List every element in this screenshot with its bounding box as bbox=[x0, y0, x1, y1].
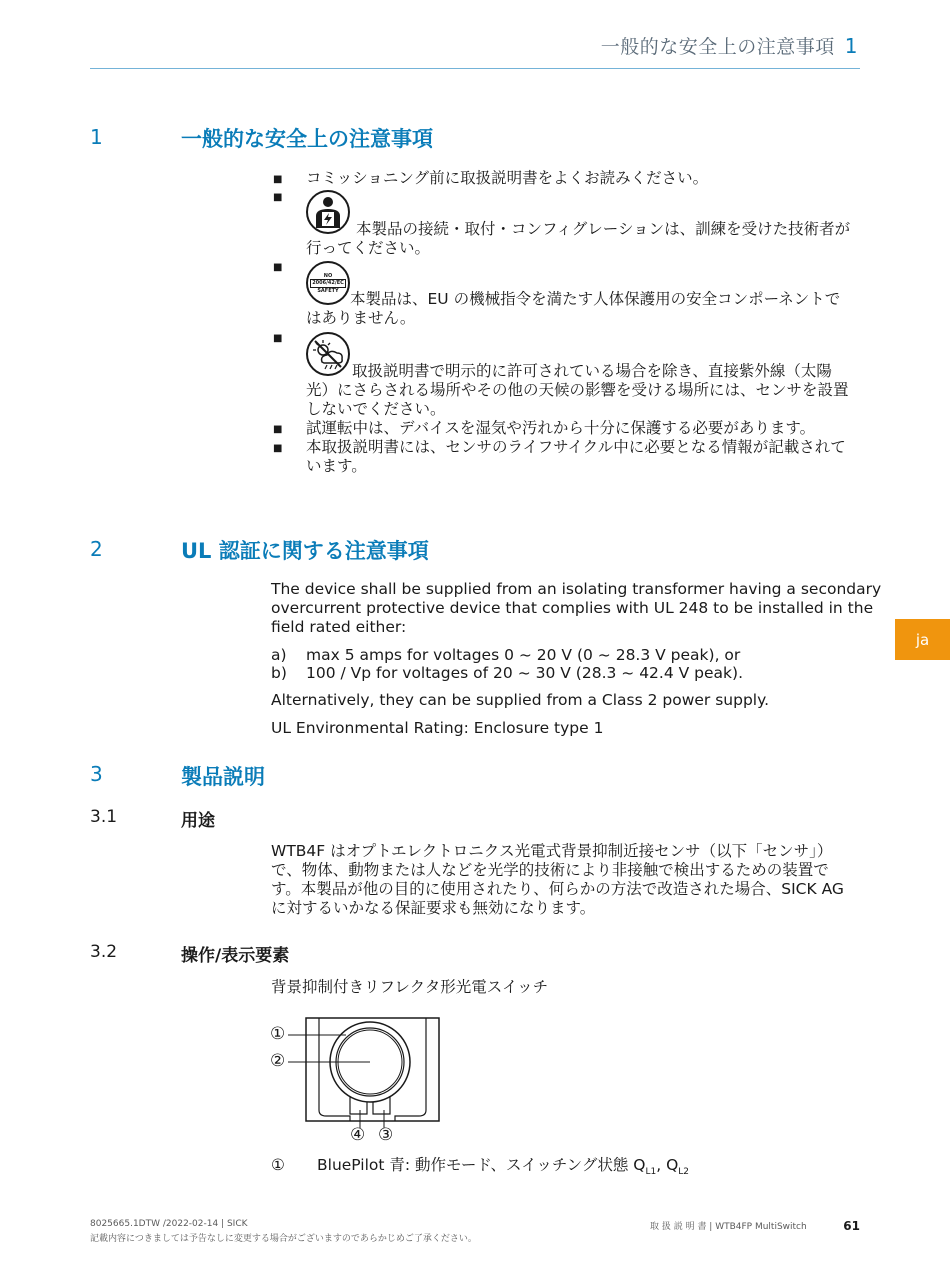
legend-item-1 bbox=[317, 1156, 689, 1183]
bullet-4-line-1: 取扱説明書で明示的に許可されている場合を除き、直接紫外線（太陽 bbox=[352, 362, 832, 380]
no-safety-component-icon bbox=[306, 261, 350, 305]
callout-3: ③ bbox=[378, 1125, 394, 1145]
sun-cloud-prohibited-icon bbox=[308, 334, 348, 374]
section-3-2-title: 操作/表示要素 bbox=[181, 946, 290, 966]
bullet-2-line-2: 行ってください。 bbox=[306, 239, 431, 257]
badge-directive-text: 2006/42/EC bbox=[312, 279, 344, 286]
running-header-title: 一般的な安全上の注意事項 bbox=[600, 36, 835, 58]
section-3-number: 3 bbox=[90, 762, 103, 786]
bullet-5-text: 試運転中は、デバイスを湿気や汚れから十分に保護する必要があります。 bbox=[306, 419, 816, 437]
bullet-4-line-2: 光）にさらされる場所やその他の天候の影響を受ける場所には、センサを設置 bbox=[306, 381, 849, 399]
footer-notice: 記載内容につきましては予告なしに変更する場合がございますのであらかじめご了承ください。 bbox=[90, 1234, 477, 1244]
list-item-b: 100 / Vp for voltages of 20 ~ 30 V (28.3 ~ 42.4 V peak). bbox=[306, 664, 743, 682]
footer-doc-id: 8025665.1DTW /2022-02-14 | SICK bbox=[90, 1219, 248, 1229]
callout-1: ① bbox=[270, 1024, 286, 1044]
badge-safety-text: SAFETY bbox=[317, 287, 339, 294]
intended-use-line-2: で、物体、動物または人などを光学的技術により非接触で検出するための装置で bbox=[271, 861, 829, 879]
ul-paragraph-line-3: field rated either: bbox=[271, 618, 407, 636]
list-label-a: a) bbox=[271, 646, 287, 664]
legend-subscript-l2: L2 bbox=[678, 1167, 690, 1178]
ul-environmental-rating: UL Environmental Rating: Enclosure type 1 bbox=[271, 719, 604, 737]
bullet-2-line-1: 本製品の接続・取付・コンフィグレーションは、訓練を受けた技術者が bbox=[356, 220, 851, 238]
no-uv-weather-icon bbox=[306, 332, 350, 376]
section-3-1-title: 用途 bbox=[181, 811, 215, 831]
legend-subscript-l1: L1 bbox=[645, 1167, 657, 1178]
bullet-marker: ■ bbox=[273, 262, 283, 273]
section-3-1-number: 3.1 bbox=[90, 807, 118, 827]
sensor-inner-right bbox=[395, 1018, 426, 1121]
section-2-title: UL 認証に関する注意事項 bbox=[181, 539, 429, 563]
list-item-a: max 5 amps for voltages 0 ~ 20 V (0 ~ 28.3 V peak), or bbox=[306, 646, 741, 664]
running-header bbox=[601, 32, 858, 59]
bullet-marker: ■ bbox=[273, 174, 283, 185]
bullet-marker: ■ bbox=[273, 443, 283, 454]
sensor-inner-left bbox=[319, 1018, 350, 1121]
header-divider bbox=[90, 68, 860, 69]
bullet-1-text: コミッショニング前に取扱説明書をよくお読みください。 bbox=[306, 169, 709, 187]
technician-icon bbox=[308, 192, 348, 232]
bullet-3-line-2: はありません。 bbox=[306, 309, 416, 327]
bullet-marker: ■ bbox=[273, 424, 283, 435]
bullet-6-line-2: います。 bbox=[306, 457, 367, 475]
bullet-4-line-3: しないでください。 bbox=[306, 400, 446, 418]
language-tab[interactable]: ja bbox=[895, 619, 950, 660]
legend-item-1-text: BluePilot 青: 動作モード、スイッチング状態 Q bbox=[317, 1156, 646, 1174]
footer-manual-title: 取 扱 説 明 書 | WTB4FP MultiSwitch bbox=[650, 1222, 807, 1232]
legend-separator: , Q bbox=[656, 1156, 679, 1174]
page-number: 61 bbox=[843, 1219, 860, 1233]
bullet-3-line-1: 本製品は、EU の機械指令を満たす人体保護用の安全コンポーネントで bbox=[350, 290, 841, 308]
section-3-title: 製品説明 bbox=[181, 765, 265, 789]
callout-2: ② bbox=[270, 1051, 286, 1071]
bullet-marker: ■ bbox=[273, 192, 283, 203]
section-3-2-number: 3.2 bbox=[90, 942, 118, 962]
section-2-number: 2 bbox=[90, 537, 103, 561]
intended-use-line-3: す。本製品が他の目的に使用されたり、何らかの方法で改造された場合、SICK AG bbox=[271, 880, 844, 898]
running-header-number: 1 bbox=[844, 34, 858, 58]
ul-paragraph-line-2: overcurrent protective device that complies with UL 248 to be installed in the bbox=[271, 599, 874, 617]
figure-caption: 背景抑制付きリフレクタ形光電スイッチ bbox=[271, 978, 549, 996]
intended-use-line-4: に対するいかなる保証要求も無効になります。 bbox=[271, 899, 596, 917]
bullet-marker: ■ bbox=[273, 333, 283, 344]
callout-4: ④ bbox=[350, 1125, 366, 1145]
badge-no-text: NO bbox=[323, 272, 333, 279]
section-1-title: 一般的な安全上の注意事項 bbox=[181, 127, 433, 151]
qualified-personnel-icon bbox=[306, 190, 350, 234]
list-label-b: b) bbox=[271, 664, 287, 682]
section-1-number: 1 bbox=[90, 125, 103, 149]
legend-marker-1: ① bbox=[271, 1156, 285, 1174]
ul-paragraph-line-1: The device shall be supplied from an isolating transformer having a secondary bbox=[271, 580, 882, 598]
intended-use-line-1: WTB4F はオプトエレクトロニクス光電式背景抑制近接センサ（以下「センサ」） bbox=[271, 842, 833, 860]
bullet-6-line-1: 本取扱説明書には、センサのライフサイクル中に必要となる情報が記載されて bbox=[306, 438, 846, 456]
ul-paragraph-2: Alternatively, they can be supplied from a Class 2 power supply. bbox=[271, 691, 769, 709]
